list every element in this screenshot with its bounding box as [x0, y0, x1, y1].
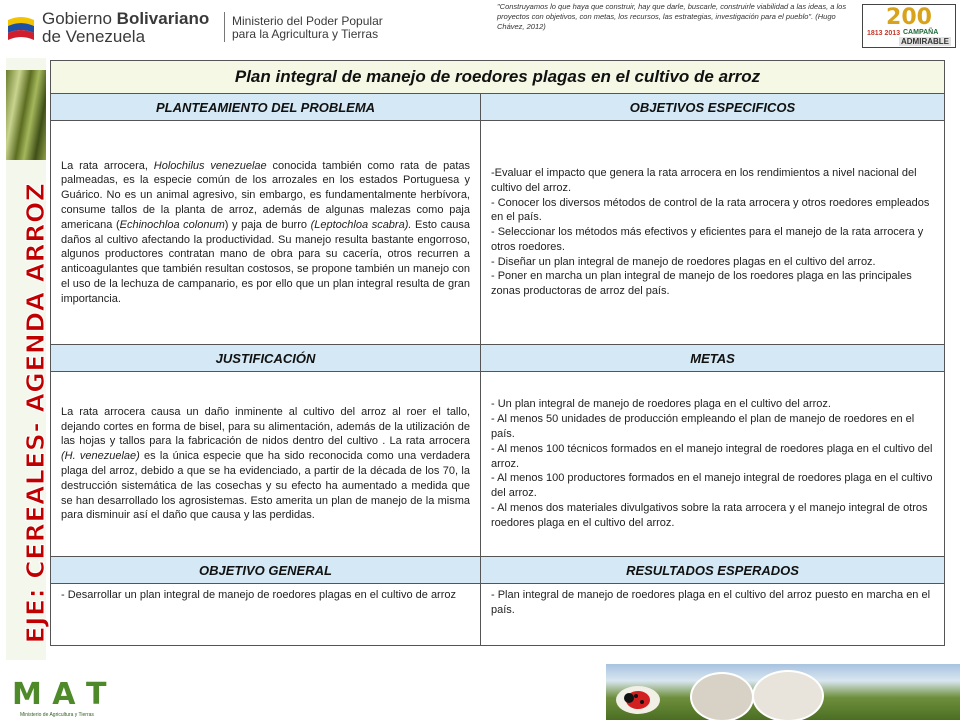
objective-item: -Evaluar el impacto que genera la rata arrocera en los rendimientos a nivel nacional del cultivo del arroz. [491, 166, 917, 194]
goal-item: - Al menos 50 unidades de producción empleando el plan de manejo de roedores en el país. [491, 413, 915, 440]
objective-item: - Poner en marcha un plan integral de manejo de los roedores plaga en las principales zonas productoras de arroz del país. [491, 270, 912, 298]
justification-text-2: es la única especie que ha sido reconocida como una verdadera plaga del arroz, debido a que se ha evidenciado, a partir de la década de los 70, la destrucción sistemática de las cosechas y su efecto ha aumentado a medida que se han desarrollado los agrosistemas. Esto amerita un plan de manejo de la misma para disminuir así el daño que causa y las perdidas. [61, 450, 471, 522]
expected-results-heading: RESULTADOS ESPERADOS [481, 557, 945, 584]
goal-item: - Al menos dos materiales divulgativos sobre la rata arrocera y el manejo integral de otros roedores plaga en el cultivo del arroz. [491, 501, 928, 529]
goal-item: - Un plan integral de manejo de roedores plaga en el cultivo del arroz. [491, 398, 831, 411]
mat-logo-text: M A T [12, 677, 107, 712]
anniversary-number: 200 [886, 5, 932, 30]
header-quote: "Construyamos lo que haya que construir, hay que darle, buscarle, construirle viabilidad a las ideas, a los proyectos con objetivos, con metas, los recursos, las estrategias, investigación para el pueblo". (Hugo Chávez, 2012) [497, 2, 847, 31]
objective-item: - Seleccionar los métodos más efectivos y eficientes para el manejo de la rata arrocera y otros roedores. [491, 226, 924, 253]
cattle-image [690, 672, 754, 722]
anniversary-admirable: ADMIRABLE [901, 37, 949, 46]
problem-text-1: La rata arrocera, [61, 159, 154, 172]
goal-item: - Al menos 100 técnicos formados en el manejo integral de roedores plaga en el cultivo del arroz. [491, 442, 933, 470]
expected-results-text: - Plan integral de manejo de roedores plaga en el cultivo del arroz puesto en marcha en el país. [481, 584, 945, 646]
objective-item: - Diseñar un plan integral de manejo de roedores plagas en el cultivo del arroz. [491, 255, 876, 268]
plan-table [50, 60, 945, 646]
ladybug-icon [612, 680, 664, 716]
anniversary-logo [862, 4, 956, 48]
gov-line2: de Venezuela [42, 27, 146, 46]
gov-line1-bold: Bolivariano [116, 9, 210, 28]
goals-heading: METAS [481, 345, 945, 372]
livestock-image [752, 670, 824, 722]
justification-heading: JUSTIFICACIÓN [51, 345, 481, 372]
problem-text-2: conocida también como rata de patas palmeadas, es la especie común de los arrozales en los estados Portuguesa y Guárico. No es un animal agresivo, sin embargo, es fundamentalmente herbívora, consume tallos de la planta de arroz, además de algunas malezas como paja americana ( [61, 159, 470, 231]
ministry-name [232, 15, 383, 41]
goal-item: - Al menos 100 productores formados en el manejo integral de roedores plaga en el cultivo del arroz. [491, 472, 933, 500]
problem-text-3: ) y paja de burro [224, 218, 311, 231]
justification-text [51, 372, 481, 557]
general-objective-heading: OBJETIVO GENERAL [51, 557, 481, 584]
objectives-heading: OBJETIVOS ESPECIFICOS [481, 94, 945, 121]
plan-title: Plan integral de manejo de roedores plagas en el cultivo de arroz [51, 61, 945, 94]
objectives-list [481, 121, 945, 345]
objective-item: - Conocer los diversos métodos de control de la rata arrocera y otros roedores empleados en el país. [491, 196, 930, 224]
problem-weed-2: (Leptochloa scabra). [310, 218, 412, 231]
anniversary-campaign: CAMPAÑA [903, 29, 939, 36]
mat-logo-subtitle: Ministerio de Agricultura y Tierras [20, 712, 94, 718]
gov-line1-prefix: Gobierno [42, 9, 117, 28]
justification-text-1: La rata arrocera causa un daño inminente al cultivo del arroz al roer el tallo, dejando cortes en forma de bisel, para su alimentación, además de la utilización de las hojas y tallos para la fabricación de nidos dentro del cultivo . La rata arrocera [61, 405, 470, 448]
general-objective-text: - Desarrollar un plan integral de manejo de roedores plagas en el cultivo de arroz [51, 584, 481, 646]
venezuela-flag-icon [6, 14, 36, 44]
goals-list [481, 372, 945, 557]
ministry-line1: Ministerio del Poder Popular [232, 14, 383, 28]
justification-species: (H. venezuelae) [61, 450, 140, 463]
mat-logo-icon [10, 672, 107, 712]
side-axis-label: EJE: CEREALES- AGENDA ARROZ [21, 182, 50, 644]
anniversary-years: 1813 2013 [867, 30, 901, 37]
problem-heading: PLANTEAMIENTO DEL PROBLEMA [51, 94, 481, 121]
header-divider [224, 12, 225, 42]
government-name [42, 10, 209, 46]
ministry-line2: para la Agricultura y Tierras [232, 27, 379, 41]
problem-weed-1: Echinochloa colonum [119, 218, 225, 231]
problem-text [51, 121, 481, 345]
problem-text-4: Esto causa daños al cultivo afectando la productividad. Su manejo resulta bastante engorroso, algunos productores contratan mano de obra para su cacería, otros recurren a anticoagulantes que también resultan costosos, se propone también un manejo con el uso de la lechuza de campanario, es por ello que un plan integral resulta de gran importancia. [61, 218, 470, 305]
problem-species-name: Holochilus venezuelae [153, 159, 267, 172]
